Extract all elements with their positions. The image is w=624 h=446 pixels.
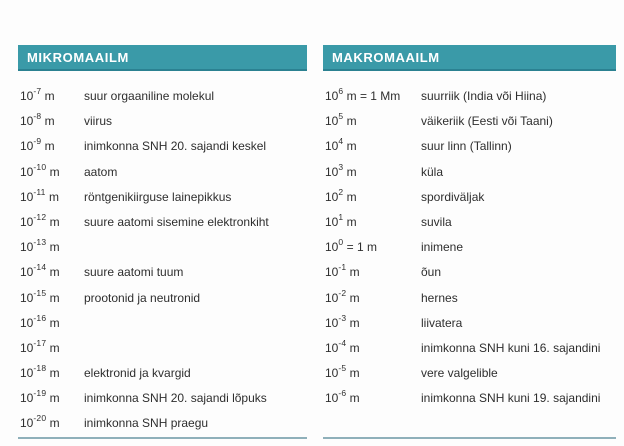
table-row — [325, 263, 616, 288]
microworld-header-label: MIKROMAAILM — [27, 50, 129, 65]
table-row — [20, 289, 307, 314]
power-of-ten-label: $10^3$ m — [325, 161, 357, 179]
scale-description: suur orgaaniline molekul — [84, 89, 215, 103]
power-of-ten-label: $10^{-7}$ m — [20, 86, 55, 103]
table-row — [325, 213, 616, 238]
table-row — [325, 188, 616, 213]
scale-description: viirus — [84, 114, 113, 129]
scale-description: aatom — [84, 164, 118, 179]
scale-description: inimkonna SNH praegu — [84, 416, 209, 431]
table-row — [325, 339, 616, 364]
scale-description: spordiväljak — [421, 189, 485, 204]
macroworld-column — [323, 0, 616, 446]
table-row — [20, 112, 307, 137]
power-of-ten-label: $10^{-2}$ m — [325, 287, 360, 305]
power-of-ten-label: $10^6$ m = 1 Mm — [325, 86, 401, 103]
table-row — [20, 314, 307, 339]
table-row — [325, 289, 616, 314]
power-of-ten-label: $10^{-17}$ m — [20, 337, 60, 355]
scale-description: vere valgelible — [421, 366, 498, 381]
table-row — [20, 263, 307, 288]
table-row — [325, 364, 616, 389]
scale-description: elektronid ja kvargid — [84, 366, 191, 381]
power-of-ten-label: $10^0 = 1$ m — [325, 237, 377, 255]
power-of-ten-label: $10^{-8}$ m — [20, 111, 55, 129]
scale-description: röntgenikiirguse lainepikkus — [84, 189, 232, 204]
microworld-bottom-rule — [18, 437, 307, 439]
macroworld-header-bar — [323, 45, 616, 71]
table-row — [20, 87, 307, 112]
table-row — [325, 87, 616, 112]
macroworld-bottom-rule — [323, 437, 616, 439]
scale-description: inimkonna SNH kuni 19. sajandini — [421, 391, 601, 406]
table-row — [20, 137, 307, 162]
scale-description: suur linn (Tallinn) — [421, 139, 512, 154]
power-of-ten-label: $10^{-4}$ m — [325, 337, 360, 355]
power-of-ten-label: $10^4$ m — [325, 136, 357, 154]
power-of-ten-label: $10^{-1}$ m — [325, 262, 360, 280]
table-row — [20, 163, 307, 188]
scale-description: hernes — [421, 290, 458, 305]
table-row — [20, 414, 307, 439]
table-row — [20, 188, 307, 213]
table-row — [325, 389, 616, 414]
table-row — [20, 339, 307, 364]
power-of-ten-label: $10^{-3}$ m — [325, 312, 360, 330]
table-row — [20, 389, 307, 414]
power-of-ten-label: $10^{-9}$ m — [20, 136, 55, 154]
power-of-ten-label: $10^{-11}$ m — [20, 186, 59, 204]
power-of-ten-label: $10^{-20}$ m — [20, 413, 60, 431]
power-of-ten-label: $10^{-15}$ m — [20, 287, 60, 305]
table-row — [20, 238, 307, 263]
power-of-ten-label: $10^2$ m — [325, 186, 357, 204]
table-row — [20, 213, 307, 238]
scale-description: inimene — [421, 240, 464, 255]
scale-description: suurriik (India või Hiina) — [421, 89, 547, 103]
power-of-ten-label: $10^{-14}$ m — [20, 262, 60, 280]
power-of-ten-label: $10^{-10}$ m — [20, 161, 60, 179]
power-of-ten-label: $10^{-18}$ m — [20, 363, 60, 381]
table-row — [20, 364, 307, 389]
microworld-header-bar — [18, 45, 307, 71]
power-of-ten-label: $10^5$ m — [325, 111, 357, 129]
table-row — [325, 238, 616, 263]
table-row — [325, 314, 616, 339]
scale-description: inimkonna SNH 20. sajandi lõpuks — [84, 391, 267, 406]
table-row — [325, 112, 616, 137]
scale-description: inimkonna SNH kuni 16. sajandini — [421, 340, 601, 355]
power-of-ten-label: $10^{-6}$ m — [325, 388, 360, 406]
power-of-ten-label: $10^{-5}$ m — [325, 363, 360, 381]
scale-description: õun — [421, 265, 442, 280]
power-of-ten-label: $10^{-19}$ m — [20, 388, 60, 406]
scale-description: inimkonna SNH 20. sajandi keskel — [84, 139, 267, 154]
macroworld-header-label: MAKROMAAILM — [332, 50, 440, 65]
power-of-ten-label: $10^{-13}$ m — [20, 237, 60, 255]
scale-description: liivatera — [421, 315, 463, 330]
table-row — [325, 137, 616, 162]
power-of-ten-label: $10^{-16}$ m — [20, 312, 60, 330]
scale-description: suure aatomi tuum — [84, 265, 184, 280]
power-of-ten-label: $10^1$ m — [325, 211, 357, 229]
table-row — [325, 163, 616, 188]
scale-description: suure aatomi sisemine elektronkiht — [84, 214, 269, 229]
macroworld-rows — [325, 87, 616, 414]
power-of-ten-label: $10^{-12}$ m — [20, 211, 60, 229]
scale-description: prootonid ja neutronid — [84, 290, 201, 305]
microworld-rows — [20, 87, 307, 440]
scale-description: küla — [421, 164, 444, 179]
scale-description: suvila — [421, 214, 452, 229]
scale-description: väikeriik (Eesti või Taani) — [421, 114, 553, 129]
microworld-column — [18, 0, 307, 446]
